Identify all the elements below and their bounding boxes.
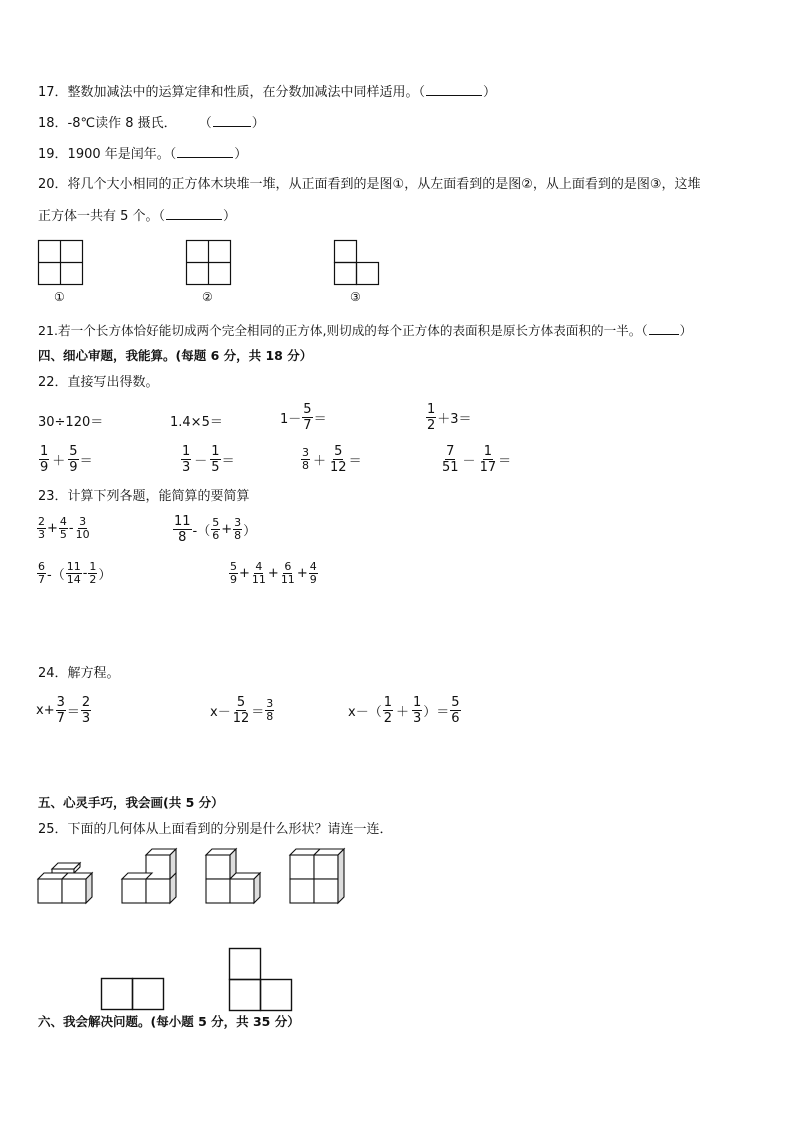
fraction xyxy=(302,402,312,433)
q21-text: 21.若一个长方体恰好能切成两个完全相同的正方体,则切成的每个正方体的表面积是原长方体表面积的一半。（ xyxy=(38,323,648,338)
operator: - xyxy=(82,566,88,581)
question-17 xyxy=(38,84,496,101)
figure-1-caption: ① xyxy=(54,290,65,304)
question-18 xyxy=(38,115,265,132)
answer-blank[interactable] xyxy=(426,84,482,96)
denominator: 8 xyxy=(266,710,274,723)
q19-text: 19．1900 年是闰年。（ xyxy=(38,147,177,162)
q23-expr-2 xyxy=(172,514,256,545)
numerator: 5 xyxy=(212,516,220,529)
q18-open: （ xyxy=(198,116,212,131)
denominator: 51 xyxy=(442,460,459,475)
operator: ＝ xyxy=(251,705,265,720)
question-24-title: 24．解方程。 xyxy=(38,666,120,681)
denominator: 3 xyxy=(81,711,91,726)
numerator: 5 xyxy=(236,695,246,710)
numerator: 1 xyxy=(89,560,97,573)
denominator: 8 xyxy=(234,529,242,542)
question-23-title: 23．计算下列各题，能简算的要简算 xyxy=(38,489,250,504)
view-figure-3 xyxy=(334,240,382,288)
fraction xyxy=(301,447,310,472)
expr-text: ＋3＝ xyxy=(437,412,472,427)
denominator: 6 xyxy=(451,711,460,726)
q22-expr-5 xyxy=(38,444,93,475)
expr-text: ＝ xyxy=(221,454,235,469)
denominator: 8 xyxy=(302,459,309,472)
numerator: 1 xyxy=(413,695,422,710)
fraction xyxy=(329,444,348,475)
numerator: 5 xyxy=(230,560,237,573)
numerator: 1 xyxy=(182,444,191,459)
denominator: 9 xyxy=(69,460,78,475)
answer-blank[interactable] xyxy=(213,115,251,127)
denominator: 3 xyxy=(413,711,422,726)
answer-blank[interactable] xyxy=(166,208,222,220)
numerator: 5 xyxy=(303,402,312,417)
fraction xyxy=(37,561,46,586)
numerator: 6 xyxy=(284,560,292,573)
numerator: 11 xyxy=(174,514,191,529)
numerator: 5 xyxy=(69,444,78,459)
q23-expr-1 xyxy=(36,516,92,541)
q22-expr-7 xyxy=(300,444,362,475)
solid-figure-4 xyxy=(290,843,352,907)
answer-blank[interactable] xyxy=(177,146,233,158)
question-22-title: 22．直接写出得数。 xyxy=(38,375,159,390)
numerator: 4 xyxy=(309,560,317,573)
q23-expr-3 xyxy=(36,561,111,586)
fraction xyxy=(309,561,318,586)
q22-expr-6 xyxy=(180,444,235,475)
denominator: 7 xyxy=(303,418,312,433)
denominator: 12 xyxy=(232,711,250,726)
expr-text: ＝ xyxy=(79,454,93,469)
numerator: 3 xyxy=(79,515,87,528)
numerator: 11 xyxy=(66,560,81,573)
denominator: 7 xyxy=(56,711,65,726)
view-figure-2 xyxy=(186,240,234,288)
numerator: 3 xyxy=(266,697,274,710)
fraction xyxy=(229,561,238,586)
numerator: 1 xyxy=(427,402,436,417)
q21-close: ） xyxy=(679,323,693,338)
denominator: 11 xyxy=(280,573,295,586)
expr-text: x－（ xyxy=(348,705,382,720)
numerator: 3 xyxy=(302,446,309,459)
numerator: 4 xyxy=(255,560,263,573)
q17-text: 17．整数加减法中的运算定律和性质，在分数加减法中同样适用。（ xyxy=(38,85,426,100)
expr-text: 30÷120＝ xyxy=(38,414,104,430)
solid-figure-3 xyxy=(206,843,268,907)
operator: + xyxy=(296,566,308,581)
numerator: 6 xyxy=(38,560,45,573)
fraction xyxy=(265,698,274,723)
denominator: 10 xyxy=(75,528,90,541)
operator: ）＝ xyxy=(423,705,450,720)
q22-expr-4 xyxy=(425,402,472,433)
operator: + xyxy=(47,521,58,536)
question-19 xyxy=(38,146,247,163)
numerator: 1 xyxy=(40,444,49,459)
numerator: 1 xyxy=(383,695,392,710)
fraction xyxy=(210,444,220,475)
operator: ） xyxy=(98,568,112,583)
denominator: 11 xyxy=(251,573,266,586)
numerator: 5 xyxy=(334,444,343,459)
denominator: 2 xyxy=(383,711,392,726)
fraction xyxy=(68,444,78,475)
operator: + xyxy=(239,566,250,581)
q19-close: ） xyxy=(234,147,248,162)
fraction xyxy=(441,444,460,475)
operator: - xyxy=(68,521,74,536)
fraction xyxy=(383,695,393,726)
q17-close: ） xyxy=(483,85,497,100)
fraction xyxy=(56,695,66,726)
fraction xyxy=(450,695,460,726)
operator: － xyxy=(462,454,476,469)
denominator: 5 xyxy=(211,460,220,475)
q24-equation-2 xyxy=(210,695,275,726)
denominator: 14 xyxy=(66,573,81,586)
operator: ＋ xyxy=(52,454,66,469)
numerator: 7 xyxy=(446,444,455,459)
numerator: 3 xyxy=(234,516,242,529)
numerator: 1 xyxy=(483,444,492,459)
fraction xyxy=(426,402,436,433)
fraction xyxy=(66,561,82,586)
view-figure-1 xyxy=(38,240,86,288)
fraction xyxy=(75,516,91,541)
expr-text: x+ xyxy=(36,703,55,718)
denominator: 2 xyxy=(89,573,97,586)
denominator: 5 xyxy=(59,528,67,541)
fraction xyxy=(232,695,251,726)
q20-close: ） xyxy=(223,209,237,224)
expr-text: ＝ xyxy=(498,454,512,469)
denominator: 2 xyxy=(427,418,436,433)
q22-expr-3 xyxy=(280,402,327,433)
operator: － xyxy=(194,454,208,469)
denominator: 9 xyxy=(230,573,237,586)
top-view-shape-2 xyxy=(229,948,295,1014)
q24-equation-3 xyxy=(348,695,462,726)
numerator: 4 xyxy=(59,515,67,528)
denominator: 9 xyxy=(40,460,49,475)
solid-figure-2 xyxy=(122,843,184,907)
fraction xyxy=(280,561,296,586)
fraction xyxy=(88,561,97,586)
q18-close: ） xyxy=(251,116,265,131)
numerator: 2 xyxy=(81,695,91,710)
operator: ） xyxy=(243,524,257,539)
operator: + xyxy=(221,522,233,537)
fraction xyxy=(251,561,267,586)
question-21 xyxy=(38,323,692,339)
fraction xyxy=(59,516,68,541)
fraction xyxy=(173,514,192,545)
expr-text: x－ xyxy=(210,705,231,720)
fraction xyxy=(81,695,91,726)
denominator: 9 xyxy=(309,573,317,586)
q18-text: 18．-8℃读作 8 摄氏． xyxy=(38,116,177,131)
q22-expr-1 xyxy=(38,410,103,430)
numerator: 1 xyxy=(211,444,220,459)
section-6-heading: 六、我会解决问题。(每小题 5 分，共 35 分） xyxy=(38,1014,300,1029)
question-20-line2 xyxy=(38,208,236,225)
fraction xyxy=(181,444,191,475)
denominator: 17 xyxy=(479,460,497,475)
denominator: 3 xyxy=(182,460,191,475)
solid-figure-1 xyxy=(38,860,100,906)
numerator: 5 xyxy=(451,695,460,710)
fraction xyxy=(39,444,49,475)
fraction xyxy=(211,517,220,542)
denominator: 3 xyxy=(38,528,45,541)
operator: -（ xyxy=(47,568,65,583)
question-25-title: 25．下面的几何体从上面看到的分别是什么形状？请连一连． xyxy=(38,822,393,837)
denominator: 6 xyxy=(212,529,220,542)
fraction xyxy=(37,516,46,541)
figure-3-caption: ③ xyxy=(350,290,361,304)
expr-text: ＝ xyxy=(348,454,362,469)
denominator: 8 xyxy=(178,530,187,545)
figure-2-caption: ② xyxy=(202,290,213,304)
q22-expr-2 xyxy=(170,410,223,430)
expr-text: 1－ xyxy=(280,412,302,427)
operator: -（ xyxy=(192,524,211,539)
q24-equation-1 xyxy=(36,695,92,726)
fraction xyxy=(412,695,422,726)
q23-expr-4 xyxy=(228,561,319,586)
top-view-shape-1 xyxy=(101,978,167,1014)
denominator: 12 xyxy=(330,460,347,475)
expr-text: ＝ xyxy=(313,412,327,427)
operator: ＋ xyxy=(313,454,327,469)
expr-text: 1.4×5＝ xyxy=(170,414,223,430)
operator: + xyxy=(267,566,279,581)
q22-expr-8 xyxy=(440,444,511,475)
denominator: 7 xyxy=(38,573,45,586)
section-5-heading: 五、心灵手巧，我会画(共 5 分） xyxy=(38,795,224,810)
answer-blank[interactable] xyxy=(649,323,679,335)
fraction xyxy=(233,517,242,542)
operator: ＋ xyxy=(395,705,409,720)
fraction xyxy=(479,444,498,475)
question-20-line1: 20．将几个大小相同的正方体木块堆一堆，从正面看到的是图①，从左面看到的是图②，从上面看到的是图③，这堆 xyxy=(38,177,701,192)
q20-text: 正方体一共有 5 个。（ xyxy=(38,209,166,224)
section-4-heading: 四、细心审题，我能算。(每题 6 分，共 18 分） xyxy=(38,348,313,363)
numerator: 2 xyxy=(38,515,45,528)
operator: ＝ xyxy=(66,705,80,720)
numerator: 3 xyxy=(56,695,65,710)
